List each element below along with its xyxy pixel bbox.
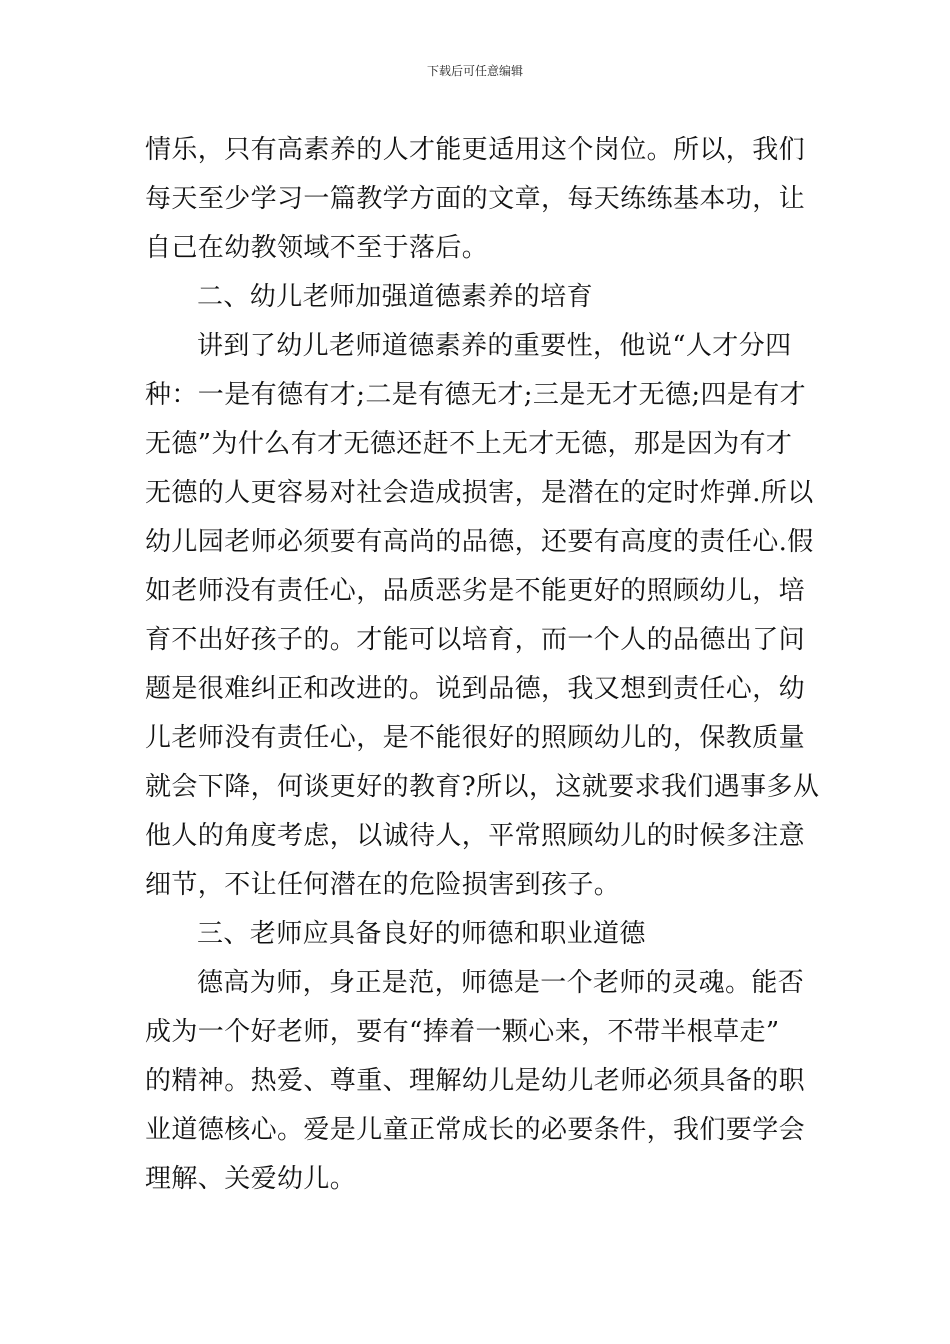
text-line: 情乐，只有高素养的人才能更适用这个岗位。所以，我们 xyxy=(145,135,806,165)
page-header-note: 下载后可任意编辑 xyxy=(426,64,523,78)
text-line: 无德”为什么有才无德还赶不上无才无德，那是因为有才 xyxy=(145,429,793,459)
text-line: 题是很难纠正和改进的。说到品德，我又想到责任心，幼 xyxy=(145,674,806,704)
text-line: 育不出好孩子的。才能可以培育，而一个人的品德出了问 xyxy=(145,625,806,655)
text-line: 业道德核心。爱是儿童正常成长的必要条件，我们要学会 xyxy=(145,1115,806,1145)
text-line: 儿老师没有责任心，是不能很好的照顾幼儿的，保教质量 xyxy=(145,723,806,753)
text-line: 幼儿园老师必须要有高尚的品德，还要有高度的责任心.假 xyxy=(145,527,814,557)
section-heading: 三、老师应具备良好的师德和职业道德 xyxy=(197,919,646,949)
paragraph-first-line: 讲到了幼儿老师道德素养的重要性，他说“人才分四 xyxy=(197,331,792,361)
text-line: 就会下降，何谈更好的教育?所以，这就要求我们遇事多从 xyxy=(145,772,820,802)
text-line: 的精神。热爱、尊重、理解幼儿是幼儿老师必须具备的职 xyxy=(145,1066,806,1096)
document-body xyxy=(145,126,820,1204)
text-line: 他人的角度考虑，以诚待人，平常照顾幼儿的时候多注意 xyxy=(145,821,806,851)
text-line: 细节，不让任何潜在的危险损害到孩子。 xyxy=(145,870,621,900)
text-line: 成为一个好老师，要有“捧着一颗心来，不带半根草走” xyxy=(145,1017,780,1047)
text-line: 每天至少学习一篇教学方面的文章，每天练练基本功，让 xyxy=(145,184,806,214)
paragraph-first-line: 德高为师，身正是范，师德是一个老师的灵魂。能否 xyxy=(197,968,805,998)
text-line: 如老师没有责任心，品质恶劣是不能更好的照顾幼儿，培 xyxy=(145,576,806,606)
text-line: 自己在幼教领域不至于落后。 xyxy=(145,233,489,263)
text-line: 理解、关爱幼儿。 xyxy=(145,1164,357,1194)
text-line: 无德的人更容易对社会造成损害，是潜在的定时炸弹.所以 xyxy=(145,478,814,508)
text-line: 种：一是有德有才;二是有德无才;三是无才无德;四是有才 xyxy=(145,380,807,410)
section-heading: 二、幼儿老师加强道德素养的培育 xyxy=(197,282,594,312)
